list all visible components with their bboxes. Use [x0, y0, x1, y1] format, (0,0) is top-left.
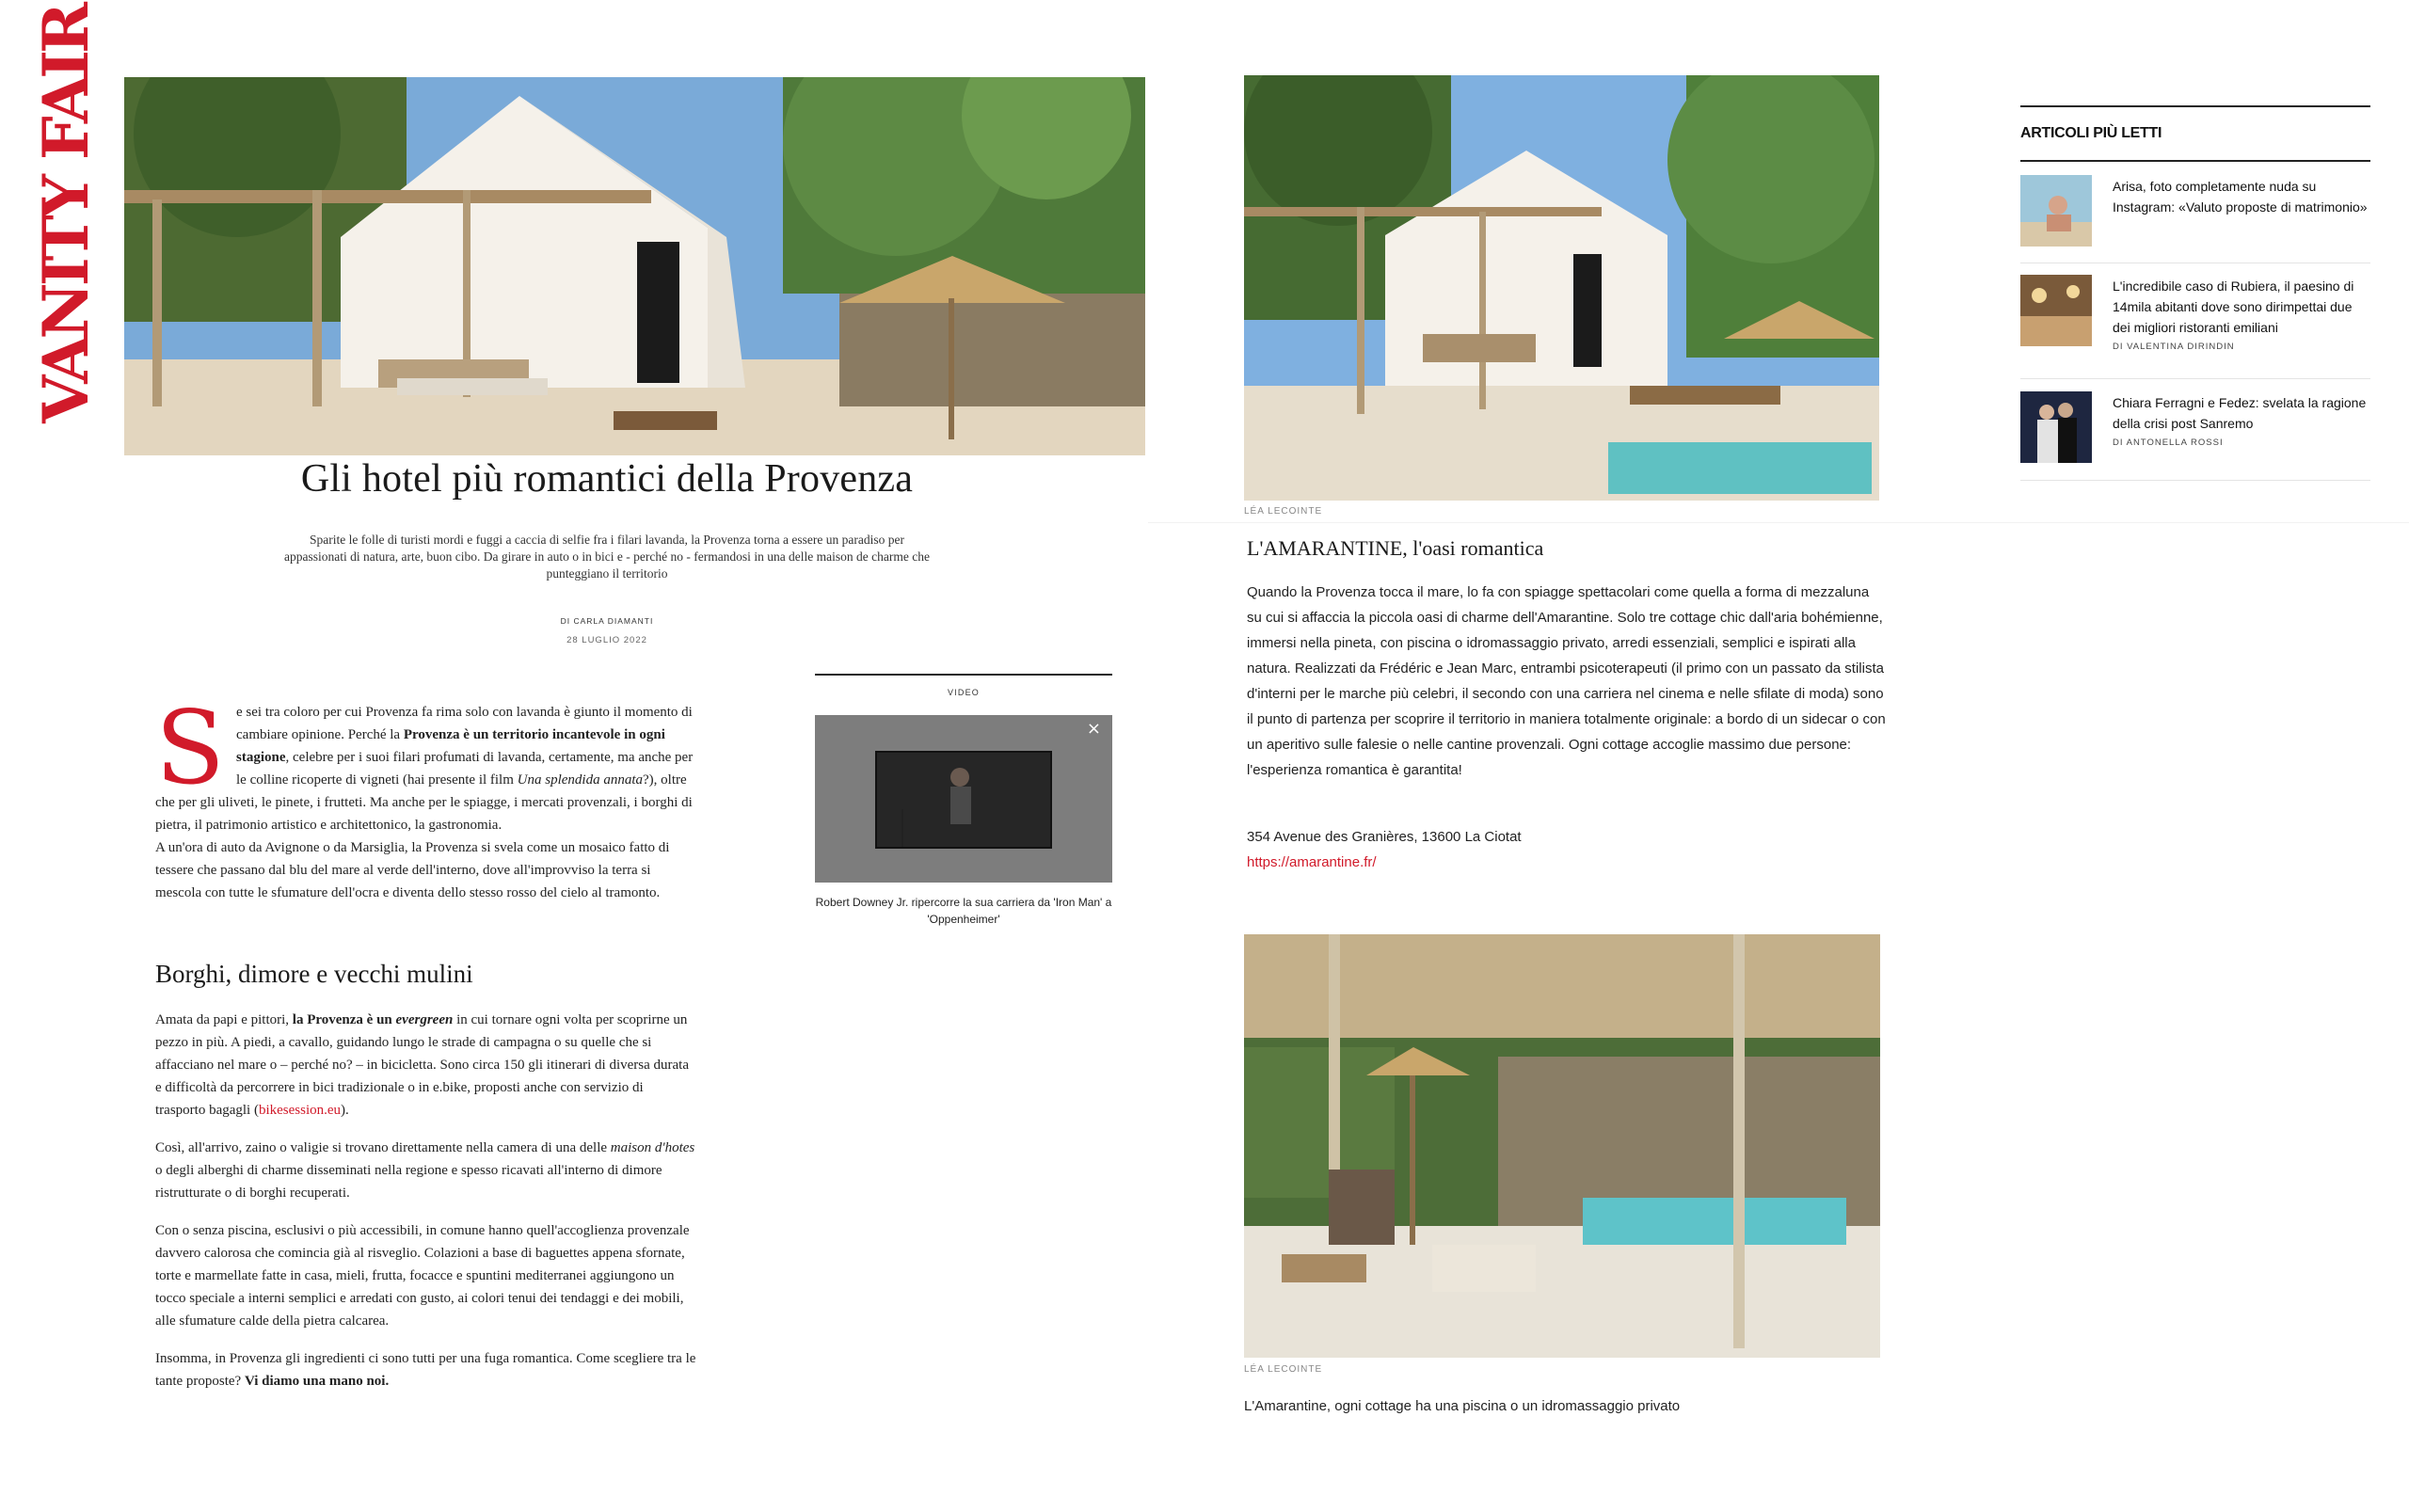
- article-thumbnail[interactable]: [2020, 275, 2092, 346]
- lead-text: , celebre per i suoi filari profumati di lavanda, certamente, ma anche per le colline ricoperte di vigneti (hai presente il film: [236, 750, 694, 788]
- video-label: VIDEO: [947, 688, 980, 697]
- section-italic: maison d'hotes: [610, 1140, 695, 1155]
- article-lead: [155, 690, 696, 919]
- article-thumbnail[interactable]: [2020, 175, 2092, 247]
- photo-caption: L'Amarantine, ogni cottage ha una piscina o un idromassaggio privato: [1244, 1398, 1681, 1414]
- article-byline[interactable]: DI CARLA DIAMANTI: [560, 616, 654, 626]
- video-player[interactable]: [815, 715, 1112, 883]
- sidebar-article[interactable]: [2020, 275, 2370, 379]
- hotel-url[interactable]: https://amarantine.fr/: [1247, 854, 1377, 870]
- video-divider: [815, 674, 1112, 676]
- sidebar-headline[interactable]: Chiara Ferragni e Fedez: svelata la ragione della crisi post Sanremo: [2113, 395, 2367, 431]
- article-thumbnail[interactable]: [2020, 391, 2092, 463]
- bikesession-link[interactable]: bikesession.eu: [258, 1103, 342, 1118]
- sidebar-article-text[interactable]: [2113, 276, 2370, 352]
- section-bold: la Provenza è un: [292, 1012, 396, 1027]
- section-text: Così, all'arrivo, zaino o valigie si trovano direttamente nella camera di una delle: [155, 1140, 611, 1155]
- sidebar-article-text[interactable]: [2113, 176, 2370, 217]
- section-body: [155, 1009, 696, 1408]
- section-text: o degli alberghi di charme disseminati nella regione e spesso ricavati all'interno di dimore ristrutturate o di borghi recuperati.: [155, 1163, 662, 1201]
- lead-paragraph-1: [155, 690, 696, 836]
- hotel-text: Quando la Provenza tocca il mare, lo fa con spiagge spettacolari come quella a forma di mezzaluna su cui si affaccia la piccola oasi di charme dell'Amarantine. Solo tre cottage chic dall'aria bohémienne, immersi nella pineta, con piscina o idromassaggio privato, arredi essenziali, semplici e ispirati alla natura. Realizzati da Frédéric e Jean Marc, entrambi psicoterapeuti (il primo con un passato da stilista d'interni per le marche più celebri, il secondo con una carriera nel cinema e nelle sfilate di moda) sono il punto di partenza per scoprire il territorio in maniera totalmente originale: a bordo di un sidecar o con un aperitivo sulle falesie o nelle cantine provenzali. Ogni cottage accoglie massimo due persone: l'esperienza romantica è garantita!: [1247, 584, 1886, 778]
- article-title: Gli hotel più romantici della Provenza: [300, 457, 914, 501]
- article-date: 28 LUGLIO 2022: [566, 635, 647, 645]
- hotel-title: L'AMARANTINE, l'oasi romantica: [1247, 536, 1544, 560]
- hotel-address: 354 Avenue des Granières, 13600 La Ciotat: [1247, 829, 1522, 845]
- section-text: in cui tornare ogni volta per scoprirne un pezzo in più. A piedi, a cavallo, guidando lungo le strade di campagna o su quelle che si affacciano nel mare o – perché no? – in bicicletta. Sono circa 150 gli itinerari di diversa durata e difficoltà da percorrere in bici tradizionale o in e.bike, proposti anche con servizio di trasporto bagagli (: [155, 1012, 689, 1118]
- lead-bold: Provenza è un territorio incantevole in ogni stagione: [236, 727, 665, 765]
- sidebar-article[interactable]: [2020, 175, 2370, 263]
- lead-paragraph-2: A un'ora di auto da Avignone o da Marsiglia, la Provenza si svela come un mosaico fatto di tessere che passano dal blu del mare al verde dell'interno, dove all'improvviso la terra si mescola con tutte le sfumature dell'ocra e diventa dello stesso rosso del cielo al tramonto.: [155, 840, 670, 900]
- close-icon[interactable]: ×: [1086, 719, 1101, 739]
- sidebar-headline[interactable]: L'incredibile caso di Rubiera, il paesino di 14mila abitanti dove sono dirimpettai due dei migliori ristoranti emiliani: [2113, 279, 2354, 335]
- sidebar-article[interactable]: [2020, 391, 2370, 481]
- section-paragraph-2: [155, 1137, 696, 1204]
- photo-credit: LÉA LECOINTE: [1244, 506, 1323, 517]
- sidebar-headline[interactable]: Arisa, foto completamente nuda su Instagram: «Valuto proposte di matrimonio»: [2113, 179, 2368, 215]
- hero-photo: [124, 77, 1145, 455]
- hotel-description: [1247, 580, 1887, 783]
- photo-credit-2: LÉA LECOINTE: [1244, 1364, 1323, 1375]
- article-dek: Sparite le folle di turisti mordi e fuggi a caccia di selfie fra i filari lavanda, la Provenza torna a essere un paradiso per appassionati di natura, arte, buon cibo. Da girare in auto o in bici e - perché no - fermandosi in una delle maison de charme che punteggiano il territorio: [283, 533, 930, 581]
- lead-text: ?), oltre che per gli uliveti, le pinete, i frutteti. Ma anche per le spiagge, i mercati provenzali, i borghi di pietra, il patrimonio artistico e architettonico, la gastronomia.: [155, 772, 693, 833]
- section-paragraph-4: [155, 1347, 696, 1393]
- section-subhead: Borghi, dimore e vecchi mulini: [155, 960, 473, 988]
- section-bold: Vi diamo una mano noi.: [244, 1374, 390, 1389]
- section-text: Amata da papi e pittori,: [155, 1012, 293, 1027]
- hotel-photo-1: [1244, 75, 1879, 501]
- section-paragraph-1: [155, 1009, 696, 1122]
- sidebar-head-rule: [2020, 160, 2370, 162]
- lead-text: e sei tra coloro per cui Provenza fa rima solo con lavanda è giunto il momento di cambiare opinione. Perché la: [236, 705, 693, 742]
- section-divider: [1148, 522, 2409, 523]
- sidebar-top-rule: [2020, 105, 2370, 107]
- hotel-photo-2: [1244, 934, 1880, 1358]
- dropcap: S: [155, 690, 225, 807]
- sidebar-article-text[interactable]: [2113, 392, 2370, 448]
- sidebar-author[interactable]: DI VALENTINA DIRINDIN: [2113, 342, 2235, 352]
- hotel-link[interactable]: [1247, 850, 1887, 875]
- section-paragraph-3: Con o senza piscina, esclusivi o più accessibili, in comune hanno quell'accoglienza provenzale davvero calorosa che comincia già al risveglio. Colazioni a base di baguettes appena sfornate, torte e marmellate fatte in casa, mieli, frutta, focacce e spuntini mediterranei aggiungono un tocco speciale a interni semplici e arredati con gusto, ai colori tenui dei tendaggi e dei mobili, alle sfumature calde della pietra calcarea.: [155, 1223, 690, 1329]
- video-scrubber[interactable]: [901, 809, 903, 847]
- section-text: Insomma, in Provenza gli ingredienti ci sono tutti per una fuga romantica. Come scegliere tra le tante proposte?: [155, 1351, 696, 1389]
- section-text: ).: [341, 1103, 349, 1118]
- logo-text: VANITY FAIR: [29, 5, 103, 423]
- sidebar-author[interactable]: DI ANTONELLA ROSSI: [2113, 438, 2224, 448]
- vanity-fair-logo[interactable]: [28, 5, 104, 423]
- film-title: Una splendida annata: [517, 772, 643, 788]
- section-bold-italic: evergreen: [395, 1012, 454, 1027]
- sidebar-title: ARTICOLI PIÙ LETTI: [2020, 125, 2162, 141]
- video-caption[interactable]: Robert Downey Jr. ripercorre la sua carriera da 'Iron Man' a 'Oppenheimer': [815, 896, 1112, 926]
